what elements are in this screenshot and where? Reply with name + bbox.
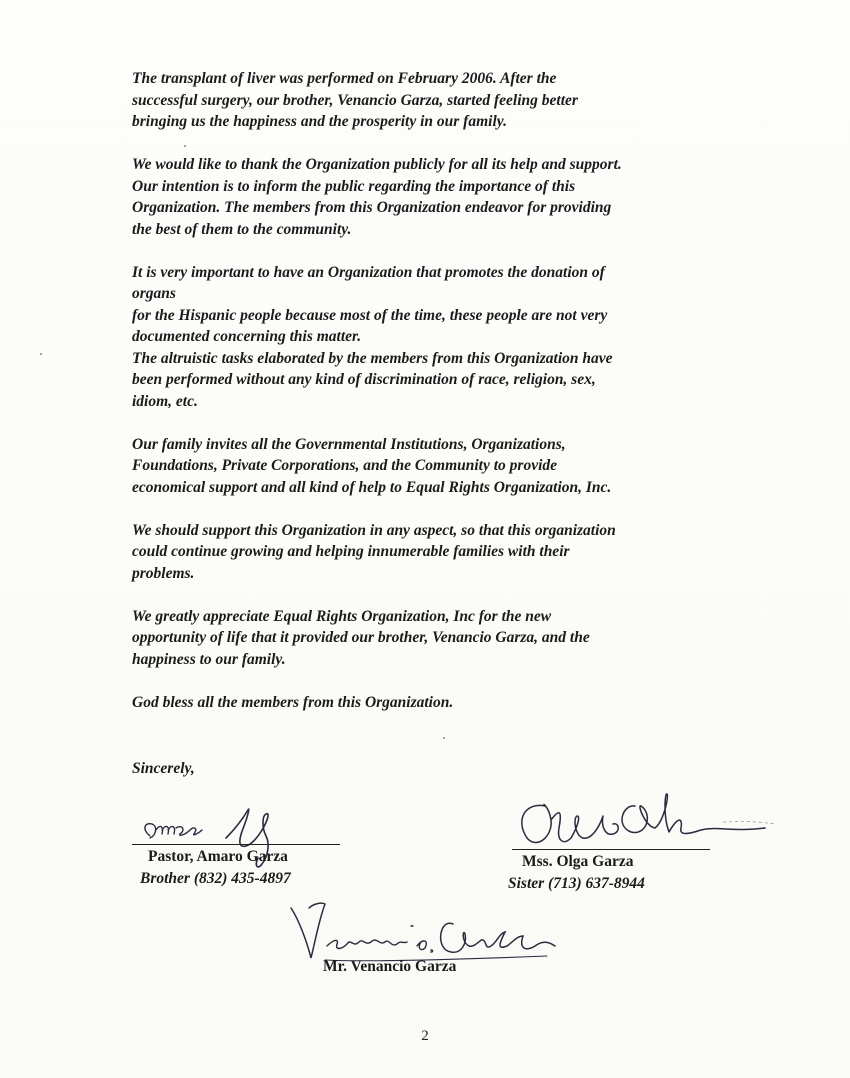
body-line: documented concerning this matter. [132,328,362,345]
page-number: 2 [421,1028,429,1044]
body-line: economical support and all kind of help to Equal Rights Organization, Inc. [132,478,612,496]
signatory-left-name: Pastor, Amaro Garza [148,848,288,865]
signatory-left [140,846,291,890]
body-line: Our intention is to inform the public regarding the importance of this [132,177,576,195]
body-line: We should support this Organization in any aspect, so that this organization [132,521,616,539]
body-line: problems. [132,564,195,582]
signatory-left-phone: Brother (832) 435-4897 [140,870,291,887]
body-line: It is very important to have an Organization that promotes the donation of [132,263,605,281]
paragraph-transplant [132,68,732,133]
signature-line-left [132,844,340,845]
body-line: Our family invites all the Governmental Institutions, Organizations, [132,435,566,453]
body-line: could continue growing and helping innumerable families with their [132,543,570,560]
body-line: Organization. The members from this Organization endeavor for providing [132,199,612,216]
scan-speck [184,145,186,147]
body-line: The transplant of liver was performed on February 2006. After the [132,70,557,87]
signatory-right-name: Mss. Olga Garza [522,853,634,870]
paragraph-importance [132,262,732,413]
signatory-center [323,956,456,978]
body-line: been performed without any kind of discrimination of race, religion, sex, [132,371,596,388]
body-line: God bless all the members from this Organization. [132,693,454,711]
paragraph-support [132,520,732,585]
signature-olga [505,776,785,856]
body-line: The altruistic tasks elaborated by the members from this Organization have [132,349,613,367]
letter-body [132,68,732,735]
body-line: the best of them to the community. [132,220,352,238]
closing-salutation: Sincerely, [132,760,195,777]
body-line: successful surgery, our brother, Venancio Garza, started feeling better [132,91,578,109]
body-line: We would like to thank the Organization publicly for all its help and support. [132,156,622,173]
scan-speck [40,353,42,355]
body-line: happiness to our family. [132,650,286,668]
paragraph-invitation [132,434,732,499]
paragraph-appreciation [132,606,732,671]
signature-line-right [512,849,710,850]
paragraph-thanks [132,154,732,240]
body-line: for the Hispanic people because most of the time, these people are not very [132,306,608,324]
scan-speck [443,737,445,739]
paragraph-blessing [132,692,732,714]
body-line: opportunity of life that it provided our brother, Venancio Garza, and the [132,629,590,646]
body-line: Foundations, Private Corporations, and the Community to provide [132,457,558,474]
signatory-right [508,851,645,895]
signatory-right-phone: Sister (713) 637-8944 [508,875,645,892]
body-line: idiom, etc. [132,392,198,410]
body-line: We greatly appreciate Equal Rights Organization, Inc for the new [132,607,552,625]
body-line: organs [132,285,176,302]
signatory-center-name: Mr. Venancio Garza [323,958,457,975]
body-line: bringing us the happiness and the prosperity in our family. [132,113,507,130]
